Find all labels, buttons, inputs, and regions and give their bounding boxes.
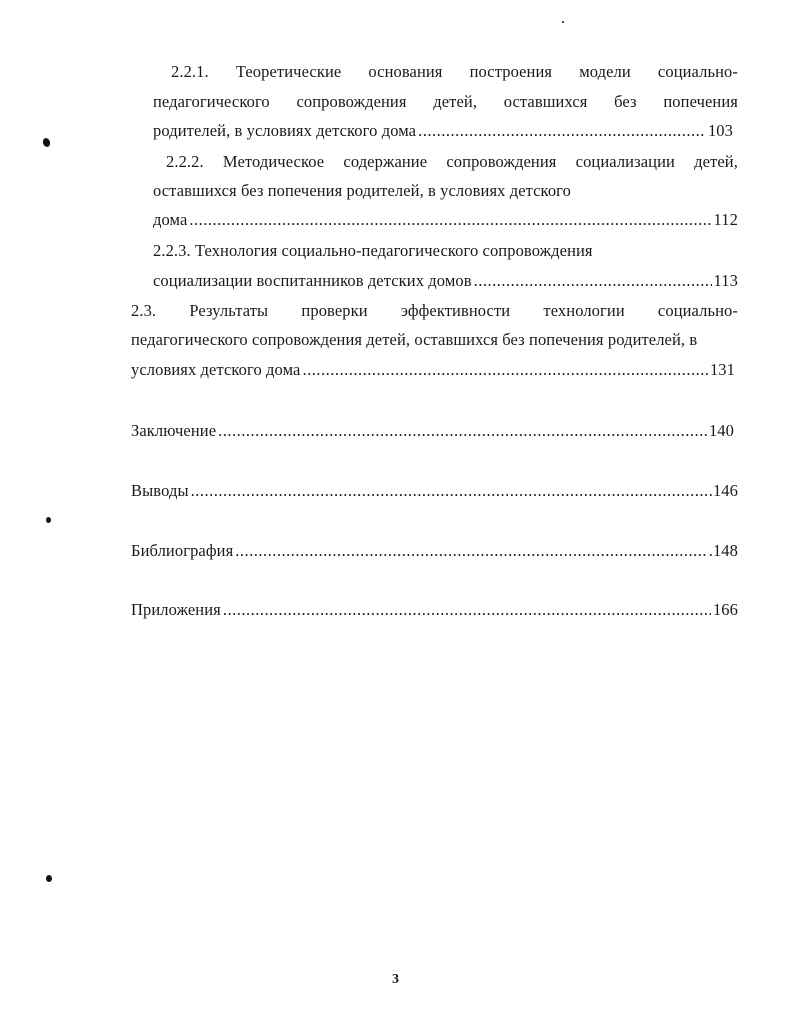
toc-entry-bibliography: Библиография ..... .148 — [131, 541, 738, 561]
toc-entry-2-2-2-line-3: дома ..... 112 — [153, 210, 738, 230]
scan-mark — [562, 21, 564, 23]
page-ref: 112 — [713, 210, 738, 229]
toc-entry-conclusion: Заключение ..... 140 — [131, 421, 734, 441]
page-number: 3 — [392, 972, 399, 987]
page-ref: .146 — [708, 481, 738, 500]
toc-entry-2-2-3-line-1: 2.2.3. Технология социально-педагогического сопровождения — [153, 241, 593, 260]
scan-mark — [46, 517, 51, 523]
toc-entry-2-3-line-2: педагогического сопровождения детей, оставшихся без попечения родителей, в — [131, 330, 698, 349]
toc-entry-2-3-line-3: условиях детского дома ..... 131 — [131, 360, 735, 380]
page-ref: 113 — [713, 271, 738, 290]
page-ref: 166 — [712, 600, 738, 619]
toc-entry-2-3-line-1: 2.3. Результаты проверки эффективности технологии социально- — [131, 301, 738, 320]
toc-entry-appendix: Приложения ..... 166 — [131, 600, 738, 620]
toc-entry-findings: Выводы ..... .146 — [131, 481, 738, 501]
toc-entry-2-2-1-line-1: 2.2.1. Теоретические основания построения модели социально- — [171, 62, 738, 81]
toc-entry-2-2-1-line-2: педагогического сопровождения детей, оставшихся без попечения — [153, 92, 738, 111]
page-ref: .148 — [708, 541, 738, 560]
toc-entry-2-2-3-line-2: социализации воспитанников детских домов ..... 113 — [153, 271, 738, 291]
page-ref: 131 — [709, 360, 735, 379]
page-ref: 103 — [707, 121, 733, 140]
toc-entry-2-2-2-line-1: 2.2.2. Методическое содержание сопровождения социализации детей, — [166, 152, 738, 171]
toc-entry-2-2-1-line-3: родителей, в условиях детского дома ..... 103 — [153, 121, 733, 141]
scan-mark — [42, 137, 52, 148]
page-ref: 140 — [708, 421, 734, 440]
scan-mark — [46, 875, 52, 882]
toc-entry-2-2-2-line-2: оставшихся без попечения родителей, в условиях детского — [153, 181, 571, 200]
